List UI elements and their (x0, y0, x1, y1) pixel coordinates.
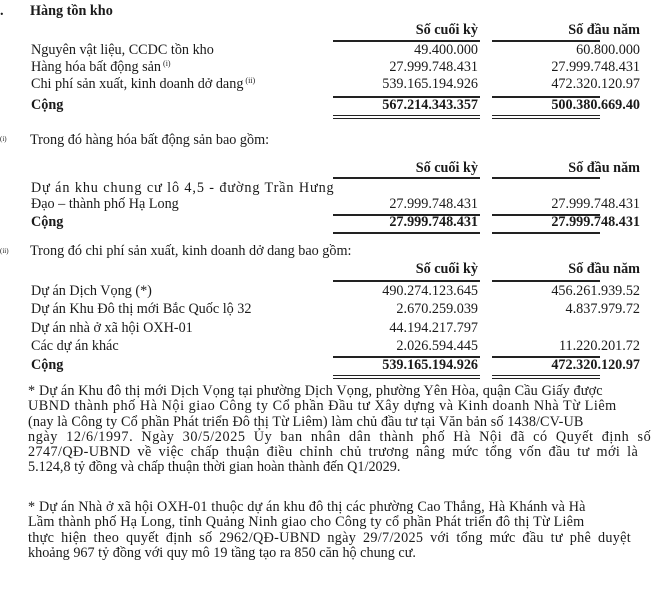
row-label: Dự án Khu Đô thị mới Bắc Quốc lộ 32 (31, 301, 252, 317)
row-label-line1: Dự án khu chung cư lô 4,5 - đường Trần Hưng (31, 180, 335, 196)
row-label-wrap (31, 76, 255, 93)
col-header-start: Số đầu năm (568, 22, 640, 38)
row-label: Hàng hóa bất động sản (31, 59, 162, 75)
note-dich-vong (28, 383, 651, 476)
total-double-rule-end (333, 375, 480, 379)
total-rule-start (492, 232, 600, 234)
row-value-start: 472.320.120.97 (551, 76, 640, 92)
total-value-start: 27.999.748.431 (551, 214, 640, 230)
row-value-end: 27.999.748.431 (389, 59, 478, 75)
note-oxh-01 (28, 499, 631, 561)
total-value-end: 27.999.748.431 (389, 214, 478, 230)
header-rule-end (333, 280, 480, 282)
row-value-start: 4.837.979.72 (565, 301, 640, 317)
note-marker-i: (i) (0, 135, 7, 143)
row-value-start: 60.800.000 (576, 42, 640, 58)
section-number: . (0, 3, 4, 19)
row-value-end: 2.026.594.445 (396, 338, 478, 354)
note-line: * Dự án Nhà ở xã hội OXH-01 thuộc dự án khu đô thị các phường Cao Thắng, Hà Khánh và Hà (28, 499, 586, 515)
row-value-start: 456.261.939.52 (551, 283, 640, 299)
col-header-end: Số cuối kỳ (415, 160, 478, 176)
total-double-rule-start (492, 375, 600, 379)
row-label: Dự án nhà ở xã hội OXH-01 (31, 320, 193, 336)
footnote-marker: (i) (163, 59, 171, 68)
total-label: Cộng (31, 357, 64, 373)
total-double-rule-end (333, 115, 480, 119)
footnote-marker: (ii) (245, 76, 256, 85)
total-value-start: 472.320.120.97 (551, 357, 640, 373)
row-label-wrap (31, 59, 171, 76)
note-line: ngày 12/6/1997. Ngày 30/5/2025 Ủy ban nhân dân thành phố Hà Nội đã có Quyết định số (28, 428, 651, 445)
total-label: Cộng (31, 214, 64, 230)
note-line: khoảng 967 tỷ đồng với quy mô 19 tầng tạo ra 850 căn hộ chung cư. (28, 544, 416, 561)
note-line: UBND thành phố Hà Nội giao Công ty Cổ phần Đầu tư Xây dựng và Kinh doanh Nhà Từ Liêm (28, 398, 617, 415)
total-value-end: 539.165.194.926 (382, 357, 478, 373)
row-value-end: 2.670.259.039 (396, 301, 478, 317)
breakdown-intro: Trong đó chi phí sản xuất, kinh doanh dở dang bao gồm: (30, 243, 352, 259)
row-label-line2: Đạo – thành phố Hạ Long (31, 196, 179, 212)
row-value-start: 27.999.748.431 (551, 196, 640, 212)
row-value-end: 490.274.123.645 (382, 283, 478, 299)
row-value-end: 44.194.217.797 (389, 320, 478, 336)
row-value-end: 49.400.000 (414, 42, 478, 58)
note-line: 5.124,8 tỷ đồng và chấp thuận thời gian hoàn thành đến Q1/2029. (28, 459, 401, 476)
note-line: thực hiện theo quyết định số 2962/QĐ-UBND ngày 29/7/2025 với tổng mức đầu tư phê duyệt (28, 529, 631, 546)
note-line: 2747/QĐ-UBND về việc chấp thuận điều chỉnh chủ trương nâng mức tổng vốn đầu tư mới là (28, 444, 639, 461)
row-label: Các dự án khác (31, 338, 119, 354)
row-label: Nguyên vật liệu, CCDC tồn kho (31, 42, 214, 58)
total-label: Cộng (31, 97, 64, 113)
note-line: Lầm thành phố Hạ Long, tỉnh Quảng Ninh giao cho Công ty cổ phần Phát triển đô thị Từ Liêm (28, 514, 585, 531)
row-value-end: 27.999.748.431 (389, 196, 478, 212)
total-double-rule-start (492, 115, 600, 119)
note-marker-ii: (ii) (0, 247, 9, 255)
col-header-end: Số cuối kỳ (415, 261, 478, 277)
col-header-end: Số cuối kỳ (415, 22, 478, 38)
total-value-end: 567.214.343.357 (382, 97, 478, 113)
header-rule-end (333, 177, 480, 179)
row-value-start: 11.220.201.72 (558, 338, 640, 354)
note-line: (nay là Công ty Cổ phần Phát triển Đô thị Từ Liêm) làm chủ đầu tư tại Văn bản số 1438/CV-UB (28, 413, 584, 430)
total-rule-end (333, 232, 480, 234)
header-rule-start (492, 280, 600, 282)
row-label: Dự án Dịch Vọng (*) (31, 283, 152, 299)
section-title: Hàng tồn kho (30, 3, 113, 19)
breakdown-intro: Trong đó hàng hóa bất động sản bao gồm: (30, 132, 270, 148)
header-rule-start (492, 177, 600, 179)
note-line: * Dự án Khu đô thị mới Dịch Vọng tại phường Dịch Vọng, phường Yên Hòa, quận Cầu Giấy được (28, 383, 603, 399)
total-value-start: 500.380.669.40 (551, 97, 640, 113)
col-header-start: Số đầu năm (568, 261, 640, 277)
col-header-start: Số đầu năm (568, 160, 640, 176)
row-value-start: 27.999.748.431 (551, 59, 640, 75)
row-value-end: 539.165.194.926 (382, 76, 478, 92)
row-label: Chi phí sản xuất, kinh doanh dở dang (31, 76, 244, 92)
